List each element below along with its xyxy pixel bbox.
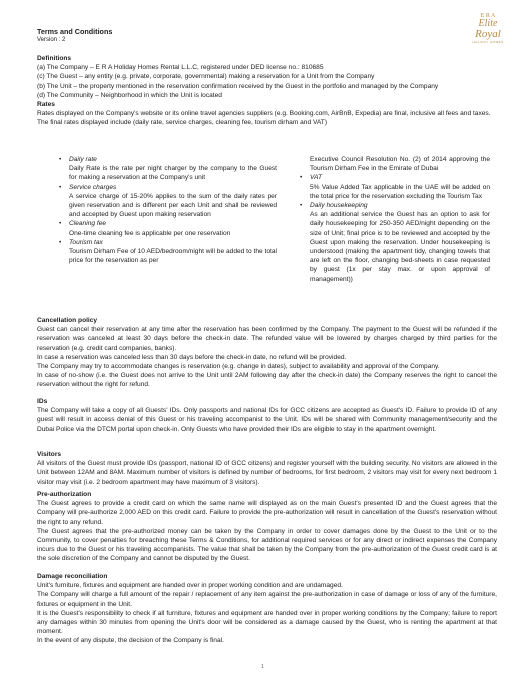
rates-section (37, 100, 497, 128)
bullet-icon: • (300, 202, 303, 210)
logo-line-1: E R A (480, 13, 496, 19)
rates-intro: Rates displayed on the Company's website or its online travel agencies suppliers (e.g. Booking.com, AirBnB, Expedia) are final, inclusive all fees and taxes. (37, 110, 491, 118)
bullet-icon: • (300, 174, 303, 182)
document-version: Version : 2 (37, 37, 66, 43)
damage-paragraph: The Company will charge a full amount of the repair / replacement of any item against the pre-authorization in case of damage or loss of any of the furniture, fixtures or equipment in the Unit. (37, 591, 497, 608)
preauth-heading: Pre-authorization (37, 491, 92, 498)
rate-item-text: Daily Rate is the rate per night charger by the company to the Guest for making a reservation at the Company's unit (69, 165, 277, 182)
definition-line: (a) The Company – E R A Holiday Homes Rental L.L.C, registered under DED license no.: 810685 (37, 64, 324, 72)
brand-logo (468, 13, 508, 53)
bullet-icon: • (59, 238, 62, 246)
definitions-section (37, 54, 497, 100)
definitions-heading: Definitions (37, 55, 72, 62)
logo-line-3: Royal (475, 28, 501, 40)
damage-heading: Damage reconciliation (37, 573, 108, 580)
rates-left-column (37, 155, 277, 265)
damage-paragraph: In the event of any dispute, the decision of the Company is final. (37, 637, 224, 645)
rate-item-text: A service charge of 15-20% applies to the sum of the daily rates per given reservation and is different per each Unit and shall be reviewed and accepted by Guest upon making reservation (69, 192, 277, 219)
cancellation-section (37, 316, 497, 390)
rate-item-vat (278, 173, 490, 182)
logo-line-4: HOLIDAY HOMES (472, 40, 504, 44)
cancellation-paragraph: The Company may try to accommodate changes is reservation (e.g. change in dates), subject to availability and approval of the Company. (37, 363, 440, 371)
rate-item-title: Service charges (69, 183, 117, 191)
rate-item-daily (37, 155, 277, 164)
preauth-paragraph: The Guest agrees to provide a credit card on which the same name will displayed as on the main Guest's presented ID and the Guest agrees that the Company will pre-authorize 2,000 AED on this credit card. Failure to provide the pre-authorization will result in cancellation of the Guest's reservation without the right to any refund. (37, 500, 497, 526)
definition-line: (b) The Unit – the property mentioned in the reservation confirmation received by the Guest in the portfolio and managed by the Company (37, 82, 439, 90)
rate-item-tourism (37, 238, 277, 247)
visitors-section (37, 450, 497, 487)
rate-item-title: Tourism tax (69, 238, 103, 246)
damage-paragraph: It is the Guest's responsibility to check if all furniture, fixtures and equipment are handed over in proper working conditions by the Company; failure to report any damages within 30 minutes from opening the Unit's door will be considered as a damage caused by the Guest, who is renting the apartment at that moment. (37, 609, 497, 636)
bullet-icon: • (59, 220, 62, 228)
damage-paragraph: Unit's furniture, fixtures and equipment are handed over in proper working condition and are undamaged. (37, 582, 343, 590)
rate-item-service (37, 183, 277, 192)
visitors-heading: Visitors (37, 451, 62, 458)
rate-item-title: VAT (310, 174, 322, 182)
cancellation-paragraph: In case of no-show (i.e. the Guest does not arrive to the Unit until 2AM following day after the check-in date) the Company reserves the right to cancel the reservation without the right for refund. (37, 372, 497, 389)
definition-line: (c) The Guest – any entity (e.g. private, corporate, governmental) making a reservation for a Unit from the Company (37, 73, 375, 81)
bullet-icon: • (59, 156, 62, 163)
cancellation-paragraph: In case a reservation was canceled less than 30 days before the check-in date, no refund will be provided. (37, 353, 347, 361)
rate-item-text: Tourism Dirham Fee of 10 AED/bedroom/night will be added to the total price for the reservation as per (69, 248, 277, 265)
rate-item-cleaning (37, 219, 277, 228)
bullet-icon: • (59, 183, 62, 191)
page-number: 1 (261, 664, 264, 670)
cancellation-heading: Cancellation policy (37, 317, 98, 324)
preauth-paragraph: The Guest agrees that the pre-authorized money can be taken by the Company in order to cover damages done by the Guest to the Unit or to the Community, to cover penalties for breaching these Terms & Conditions, for additional required services or for any direct or indirect expenses the Company incurs due to the Guest or his traveling accompanists. The value that shall be taken by the Company from the pre-authorization of the Guest credit card is at the sole discretion of the Company and cannot be disputed by the Guest. (37, 527, 497, 563)
ids-paragraph: The Company will take a copy of all Guests' IDs. Only passports and national IDs for GCC citizens are accepted as Guest's ID. Failure to provide ID of any guest will result in access denial of this Guest or his traveling accompanist to the Unit. IDs will be shared with Community management/security and the Dubai Police via the DTCM portal upon check-in. Only Guests who have provided their IDs are eligible to stay in the apartment overnight. (37, 407, 497, 433)
logo-line-2: Elite (478, 18, 498, 29)
damage-section (37, 572, 497, 646)
rate-continuation: Executive Council Resolution No. (2) of 2014 approving the Tourism Dirham Fee in the Emirate of Dubai (310, 156, 490, 173)
definition-line: (d) The Community – Neighborhood in which the Unit is located (37, 91, 222, 99)
cancellation-paragraph: Guest can cancel their reservation at any time after the reservation has been confirmed by the Company. The payment to the Guest will be refunded if the reservation was canceled at least 30 days before the check-in date. The refunded value will be lowered by charges charged by third parties for the reservation (e.g. credit card companies, banks). (37, 326, 497, 352)
ids-section (37, 397, 497, 434)
rates-right-column (278, 155, 490, 284)
rate-item-text: As an additional service the Guest has an option to ask for daily housekeeping for 250-350 AED/night depending on the size of Unit; final price is to be reviewed and accepted by the Guest upon making the reservation. Under housekeeping is understood (making the apartment tidy, changing towels that are left on the floor, changing bed-sheets in case requested by guest (1x per stay max. or upon approval of management)) (310, 211, 490, 283)
rates-heading: Rates (37, 101, 55, 108)
rate-item-text: 5% Value Added Tax applicable in the UAE will be added on the total price for the reservation excluding the Tourism Tax (310, 183, 490, 200)
document-title: Terms and Conditions (37, 27, 113, 36)
rate-item-title: Daily rate (69, 156, 97, 163)
rate-item-housekeeping (278, 201, 490, 210)
ids-heading: IDs (37, 398, 48, 405)
rate-item-title: Cleaning fee (69, 220, 107, 228)
visitors-paragraph: All visitors of the Guest must provide IDs (passport, national ID of GCC citizens) and register yourself with the building security. No visitors are allowed in the Unit between 12AM and 8AM. Maximum number of visitors is defined by number of bedrooms, for first bedroom, 2 visitors may visit for every next bedroom 1 visitor may visit (i.e. 2 bedroom apartment may have maximum of 3 visitors). (37, 460, 497, 486)
preauth-section (37, 490, 497, 564)
rates-include-line: The final rates displayed include (daily rate, service charges, cleaning fee, tourism dirham and VAT) (37, 119, 328, 127)
rate-item-title: Daily housekeeping (310, 202, 368, 210)
rate-item-text: One-time cleaning fee is applicable per one reservation (69, 229, 231, 237)
